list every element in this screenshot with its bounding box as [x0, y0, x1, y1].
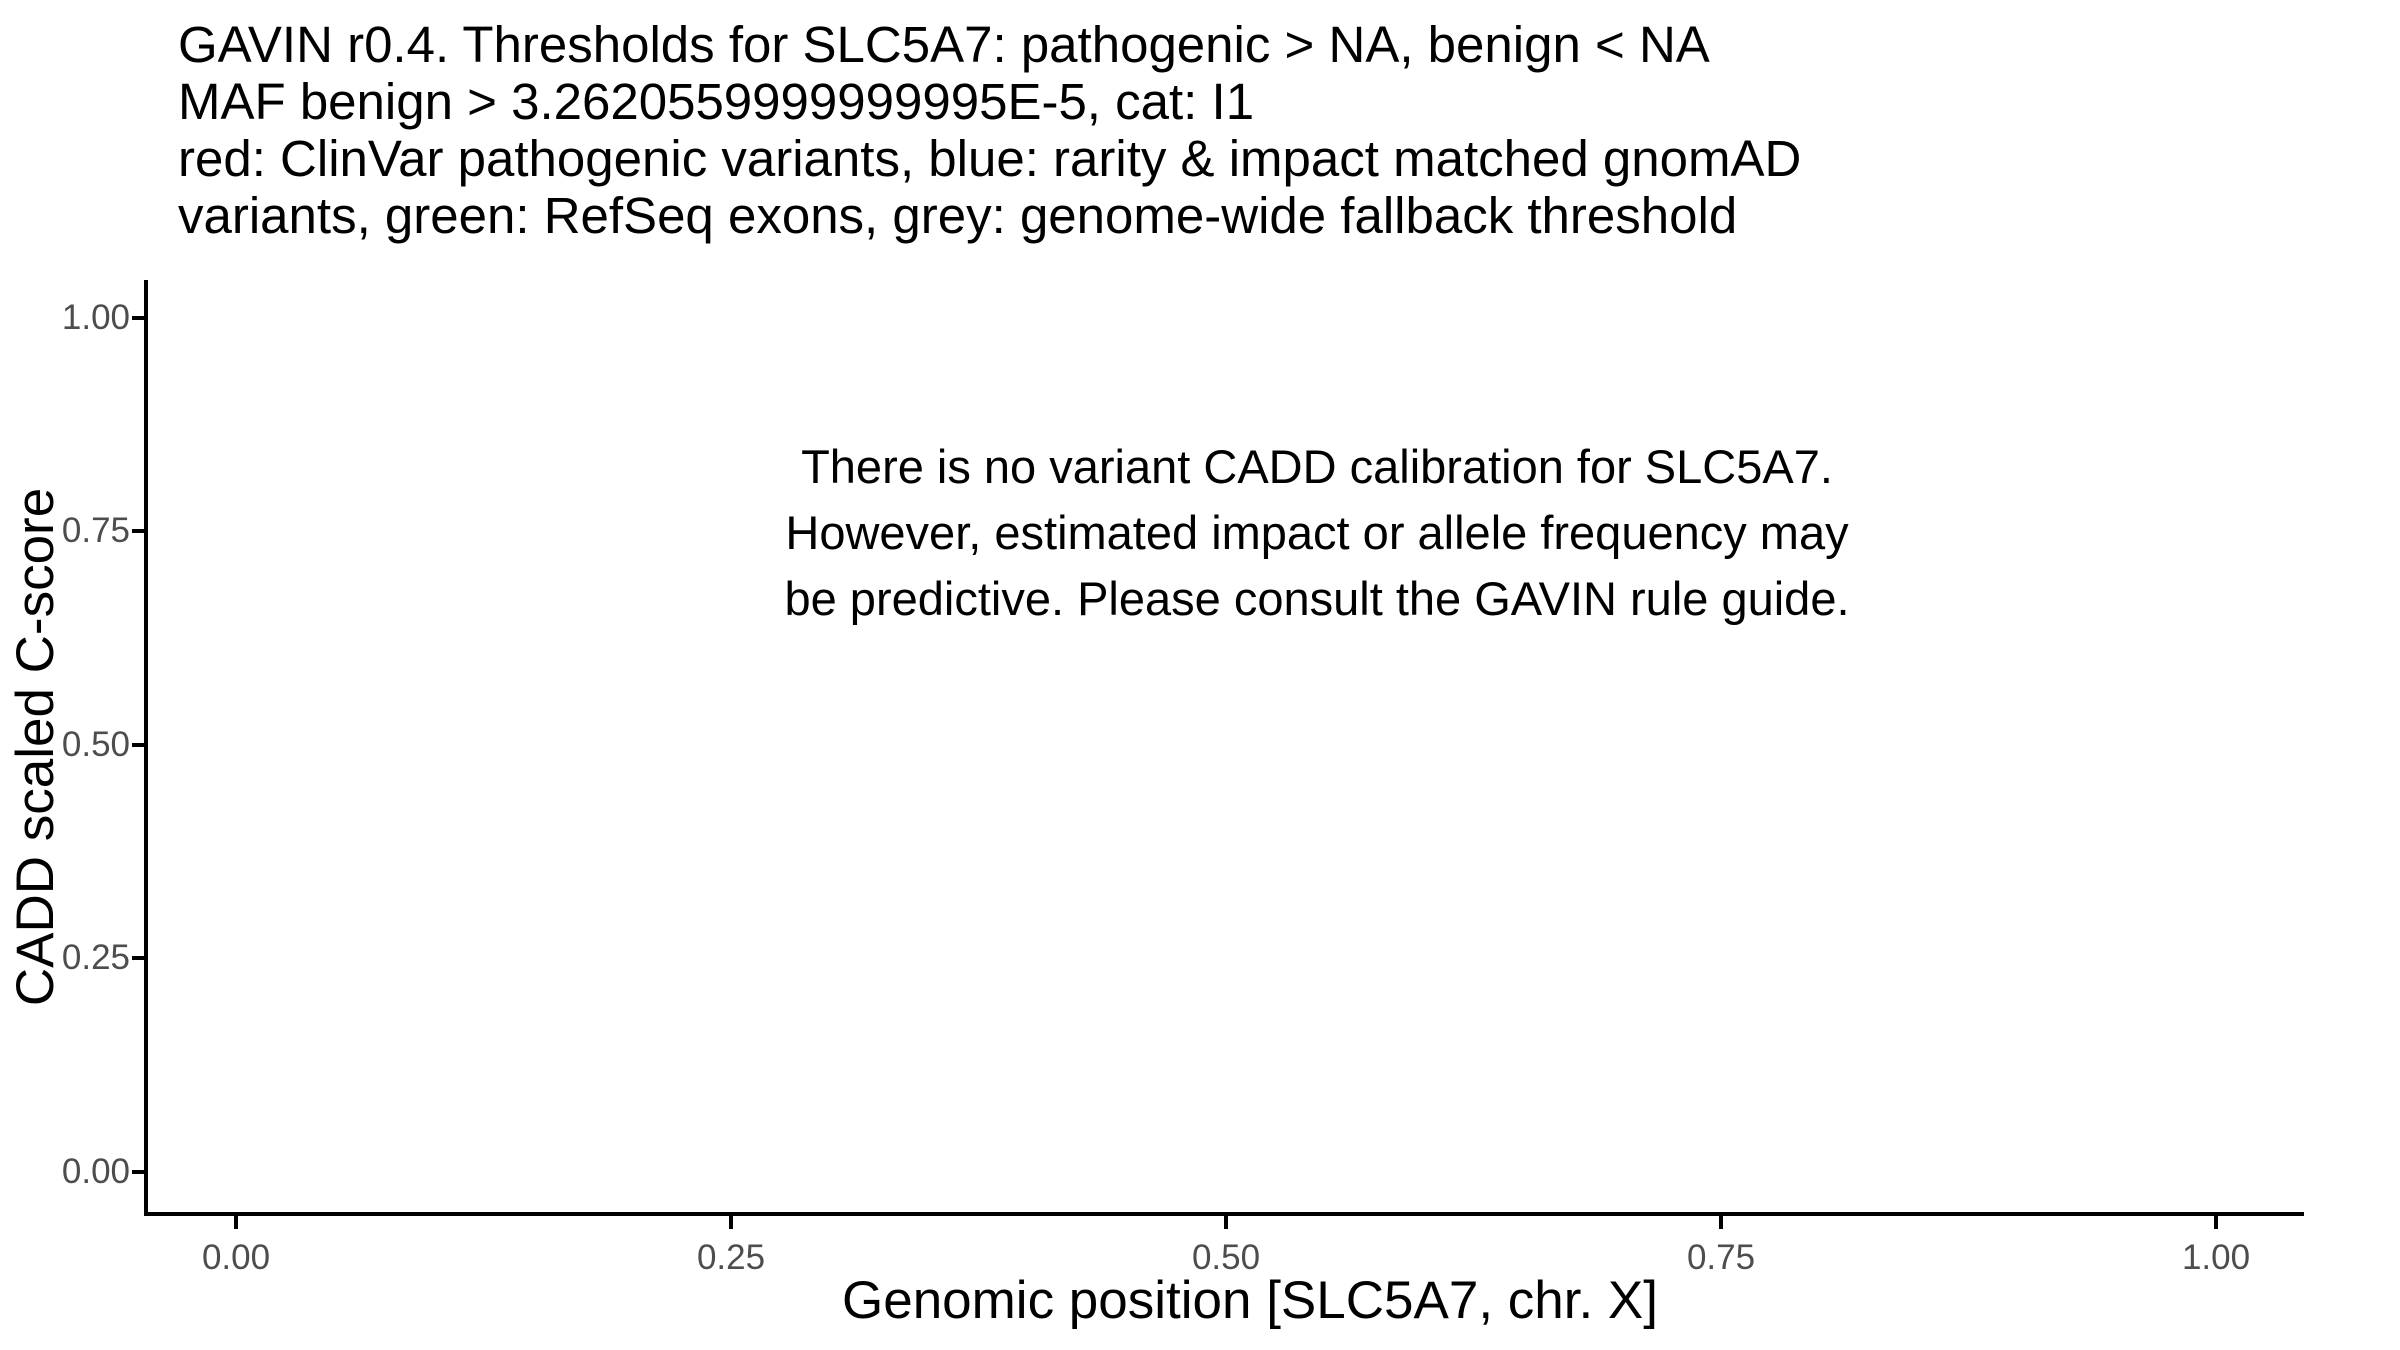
x-tick-label: 0.50	[1191, 1238, 1261, 1277]
annotation-line-1: There is no variant CADD calibration for SLC5A7.	[801, 440, 1833, 493]
x-tick-label: 0.00	[201, 1238, 271, 1277]
chart-title-line-3: red: ClinVar pathogenic variants, blue: rarity & impact matched gnomAD	[178, 130, 1802, 187]
chart-title	[178, 16, 1801, 244]
x-tick-mark-0.00	[234, 1216, 238, 1229]
y-tick-mark-0.00	[132, 1170, 144, 1174]
y-tick-label: 1.00	[61, 298, 130, 337]
x-tick-label: 1.00	[2181, 1238, 2251, 1277]
plot-annotation	[784, 434, 1849, 632]
x-axis-title: Genomic position [SLC5A7, chr. X]	[841, 1271, 1659, 1330]
y-tick-mark-1.00	[132, 316, 144, 320]
y-axis-line	[144, 280, 148, 1216]
x-tick-label: 0.25	[696, 1238, 766, 1277]
x-tick-mark-0.50	[1224, 1216, 1228, 1229]
x-tick-mark-0.25	[729, 1216, 733, 1229]
y-tick-label: 0.75	[61, 511, 130, 550]
y-tick-label: 0.25	[61, 938, 130, 977]
x-tick-mark-1.00	[2214, 1216, 2218, 1229]
chart-title-line-1: GAVIN r0.4. Thresholds for SLC5A7: pathogenic > NA, benign < NA	[178, 16, 1710, 73]
y-tick-mark-0.75	[132, 529, 144, 533]
y-tick-label: 0.50	[61, 725, 130, 764]
y-tick-label: 0.00	[61, 1152, 130, 1191]
y-tick-mark-0.50	[132, 743, 144, 747]
x-tick-label: 0.75	[1686, 1238, 1756, 1277]
chart-title-line-4: variants, green: RefSeq exons, grey: genome-wide fallback threshold	[178, 187, 1738, 244]
annotation-line-3: be predictive. Please consult the GAVIN rule guide.	[784, 572, 1850, 625]
y-tick-mark-0.25	[132, 956, 144, 960]
chart-title-line-2: MAF benign > 3.2620559999999995E-5, cat: I1	[178, 73, 1255, 130]
x-tick-mark-0.75	[1719, 1216, 1723, 1229]
y-axis-title: CADD scaled C-score	[6, 487, 65, 1007]
annotation-line-2: However, estimated impact or allele frequency may	[785, 506, 1849, 559]
